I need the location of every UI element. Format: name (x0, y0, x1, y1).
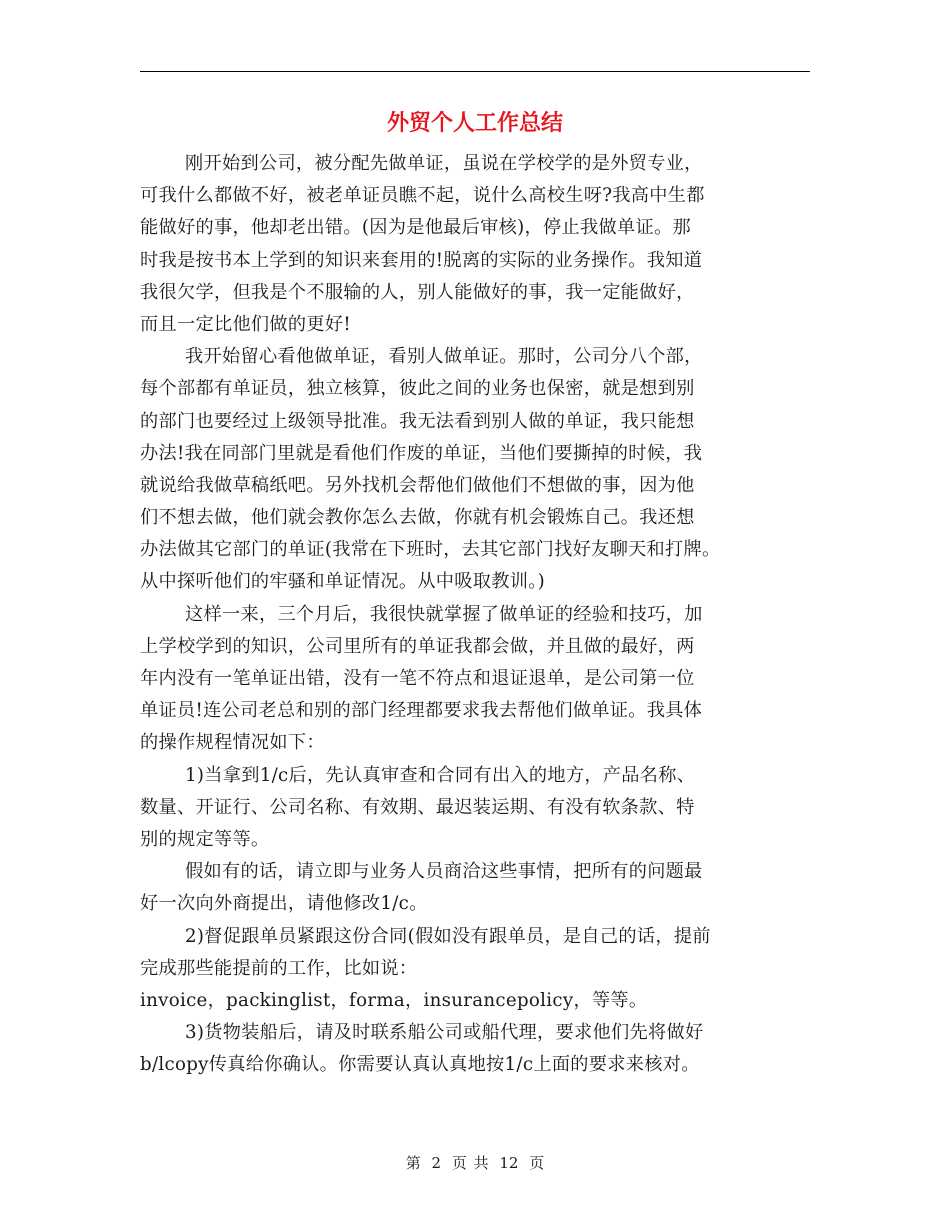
footer-current-page: 2 (431, 1154, 442, 1172)
paragraph (140, 856, 820, 920)
paragraph-line: 1)当拿到1/c后，先认真审查和合同有出入的地方，产品名称、 (185, 764, 696, 786)
paragraph-line: 别的规定等等。 (140, 828, 270, 850)
paragraph-line: 办法!我在同部门里就是看他们作废的单证，当他们要撕掉的时候，我 (140, 442, 703, 464)
paragraph (140, 148, 820, 341)
paragraph-line: b/lcopy传真给你确认。你需要认真认真地按1/c上面的要求来核对。 (140, 1054, 700, 1076)
paragraph (140, 341, 820, 599)
paragraph-line: 时我是按书本上学到的知识来套用的!脱离的实际的业务操作。我知道 (140, 249, 703, 271)
paragraph-line: 每个部都有单证员，独立核算，彼此之间的业务也保密，就是想到别 (140, 378, 695, 400)
paragraph-line: 假如有的话，请立即与业务人员商洽这些事情，把所有的问题最 (185, 861, 703, 883)
document-body (140, 148, 820, 1081)
page-footer (0, 1152, 950, 1173)
footer-middle: 页 共 (451, 1154, 489, 1172)
paragraph-line: 这样一来，三个月后，我很快就掌握了做单证的经验和技巧，加 (185, 603, 703, 625)
paragraph-line: 刚开始到公司，被分配先做单证，虽说在学校学的是外贸专业， (185, 153, 703, 174)
paragraph-line: 2)督促跟单员紧跟这份合同(假如没有跟单员，是自己的话，提前 (185, 925, 711, 947)
paragraph-line: 上学校学到的知识，公司里所有的单证我都会做，并且做的最好，两 (140, 635, 695, 657)
paragraph-line: 3)货物装船后，请及时联系船公司或船代理，要求他们先将做好 (185, 1022, 704, 1044)
paragraph-line: 我开始留心看他做单证，看别人做单证。那时，公司分八个部， (185, 346, 703, 368)
paragraph (140, 1017, 820, 1081)
paragraph-line: 我很欠学，但我是个不服输的人，别人能做好的事，我一定能做好， (140, 281, 695, 303)
paragraph-line: 能做好的事，他却老出错。(因为是他最后审核)，停止我做单证。那 (140, 217, 691, 239)
paragraph (140, 921, 820, 1018)
paragraph-line: 从中探听他们的牢骚和单证情况。从中吸取教训。) (140, 571, 546, 593)
paragraph-line: 单证员!连公司老总和别的部门经理都要求我去帮他们做单证。我具体 (140, 700, 703, 722)
paragraph-line: 办法做其它部门的单证(我常在下班时，去其它部门找好友聊天和打牌。 (140, 539, 721, 561)
paragraph-line: 完成那些能提前的工作，比如说： (140, 957, 418, 979)
paragraph-line: 数量、开证行、公司名称、有效期、最迟装运期、有没有软条款、特 (140, 796, 695, 818)
paragraph-line: 的部门也要经过上级领导批准。我无法看到别人做的单证，我只能想 (140, 410, 695, 432)
footer-prefix: 第 (405, 1154, 421, 1172)
paragraph-line: invoice，packinglist，forma，insurancepolicy，等等。 (140, 989, 648, 1011)
document-title: 外贸个人工作总结 (386, 110, 563, 136)
paragraph-line: 好一次向外商提出，请他修改1/c。 (140, 893, 428, 915)
paragraph-line: 们不想去做，他们就会教你怎么去做，你就有机会锻炼自己。我还想 (140, 507, 695, 529)
paragraph-line: 可我什么都做不好，被老单证员瞧不起，说什么高校生呀?我高中生都 (140, 185, 705, 207)
paragraph-line: 而且一定比他们做的更好! (140, 313, 351, 335)
paragraph (140, 760, 820, 857)
paragraph-line: 的操作规程情况如下： (140, 732, 325, 754)
footer-suffix: 页 (529, 1154, 545, 1172)
paragraph (140, 599, 820, 760)
paragraph-line: 就说给我做草稿纸吧。另外找机会帮他们做他们不想做的事，因为他 (140, 474, 695, 496)
footer-total-pages: 12 (499, 1154, 519, 1172)
paragraph-line: 年内没有一笔单证出错，没有一笔不符点和退证退单，是公司第一位 (140, 668, 695, 689)
header-rule (140, 71, 810, 72)
